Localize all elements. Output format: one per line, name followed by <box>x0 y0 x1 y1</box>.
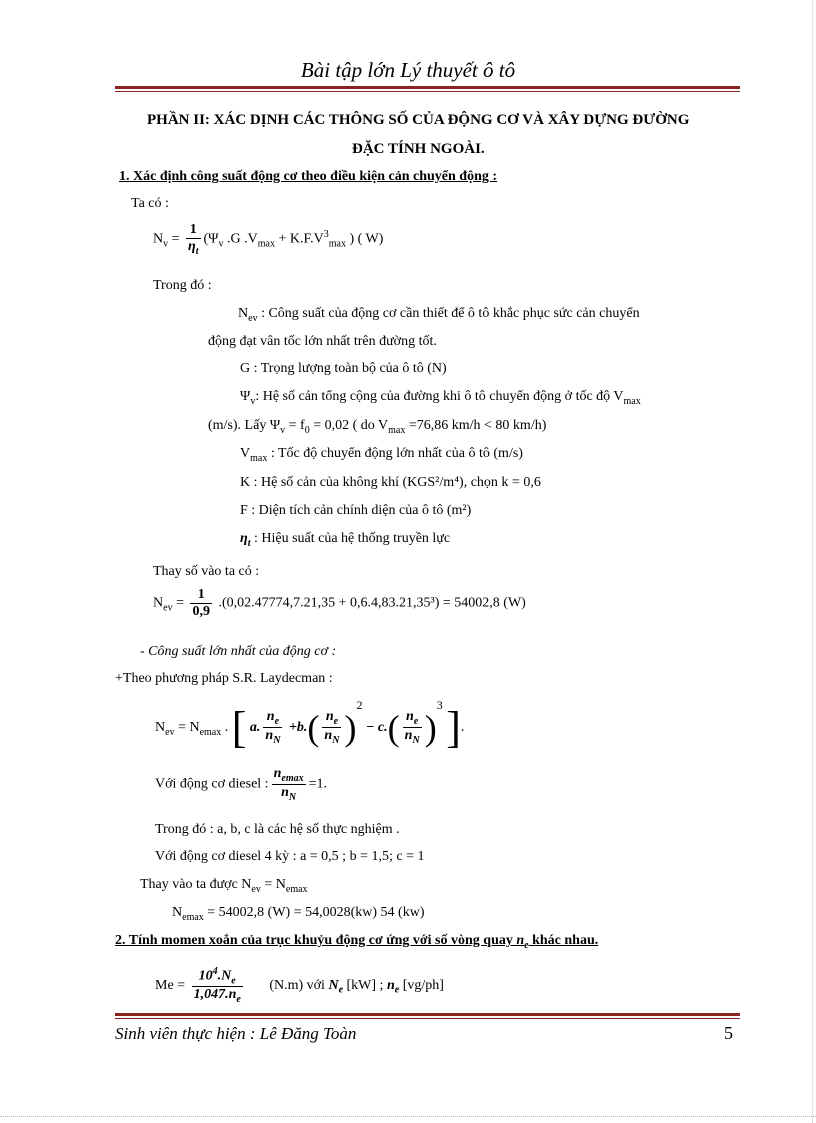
footer-rule <box>115 1013 740 1016</box>
nemax-result: $N_{emax} = 54002,8$ (W) = 54,0028(kw) 54 (kw) <box>172 905 425 923</box>
section2-heading: 2. Tính momen xoắn của trục khuỷu động cơ ứng với số vòng quay $n_e$ khác nhau. <box>115 933 599 951</box>
footer-rule-thin <box>115 1018 740 1019</box>
def-vmax: $V_{max}$ : Tốc độ chuyển động lớn nhất của ô tô (m/s) <box>240 446 523 464</box>
header-rule-thin <box>115 91 740 92</box>
section1-heading: 1. Xác định công suất động cơ theo điều kiện cản chuyển động : <box>119 169 498 184</box>
def-eta: $\eta_t$ : Hiệu suất của hệ thống truyền lực <box>240 531 451 549</box>
part-title-line1: PHẦN II: XÁC DỊNH CÁC THÔNG SỐ CỦA ĐỘNG CƠ VÀ XÂY DỰNG ĐƯỜNG <box>147 112 690 128</box>
voi-diesel4-text: Với động cơ diesel 4 kỳ : a = 0,5 ; b = 1,5; c = 1 <box>155 849 425 864</box>
def-k: K : Hệ số cản của không khí (KGS²/m⁴), chọn k = 0,6 <box>240 475 541 490</box>
part-title-line2: ĐẶC TÍNH NGOÀI. <box>352 141 485 157</box>
voi-diesel-text: Với động cơ diesel : $\frac{n_{emax}}{n_N}$ =1. <box>155 766 327 803</box>
thay-vao-text: Thay vào ta được $N_{ev} = N_{emax}$ <box>140 877 308 895</box>
ta-co-text: Ta có : <box>131 196 169 211</box>
header-rule <box>115 86 740 89</box>
footer-student: Sinh viên thực hiện : Lê Đăng Toàn <box>115 1024 357 1043</box>
def-f: F : Diện tích cản chính diện của ô tô (m²) <box>240 503 472 518</box>
cong-suat-heading: - Công suất lớn nhất của động cơ : <box>140 644 337 659</box>
page-right-border <box>812 0 813 1123</box>
def-psi: $\Psi_v$: Hệ số cản tổng cộng của đường khi ô tô chuyển động ở tốc độ $V_{max}$ <box>240 389 641 407</box>
thay-so-text: Thay số vào ta có : <box>153 564 260 579</box>
def-nev-cont: động đạt vân tốc lớn nhất trên đường tốt. <box>208 334 437 349</box>
formula-nv: $N_v$ = $\frac{1}{\eta_t}$ ($\Psi_v$ .G $.V_{max} + K.F.V^3_{max}$ ) ( W) <box>153 222 384 257</box>
page-header-title: Bài tập lớn Lý thuyết ô tô <box>300 58 516 82</box>
formula-me: Me = $\frac{10^4.N_e}{1,047.n_e}$ (N.m) với $N_e$ [kW] ; $n_e$ [vg/ph] <box>155 966 444 1006</box>
theo-pp-text: +Theo phương pháp S.R. Laydecman : <box>115 671 333 686</box>
def-g: G : Trọng lượng toàn bộ của ô tô (N) <box>240 361 447 376</box>
formula-laydecman: $N_{ev} = N_{emax}$ . [ a. $\frac{n_e}{n_N}$ +b.( $\frac{n_e}{n_N}$ )$^2$ − c.( $\frac{n_e}{n_N}$ )$^3$ ]. <box>155 698 465 752</box>
def-nev: $N_{ev}$ : Công suất của động cơ cần thiết để ô tô khắc phục sức cản chuyển <box>238 306 640 324</box>
trong-do-text: Trong đó : <box>153 278 212 293</box>
formula-nev: $N_{ev}$ = $\frac{1}{0,9}$ .(0,02.47774,7.21,35 + 0,6.4,83.21,35³) = 54002,8 (W) <box>153 587 526 619</box>
trong-do2-text: Trong đó : a, b, c là các hệ số thực nghiệm . <box>155 822 400 837</box>
page-bottom-border <box>0 1116 816 1117</box>
page-number: 5 <box>724 1023 733 1043</box>
def-psi-cont: (m/s). Lấy $\Psi_v = f_0 = 0,02$ ( do $V_{max} =76,86$ km/h < 80 km/h) <box>208 418 547 436</box>
